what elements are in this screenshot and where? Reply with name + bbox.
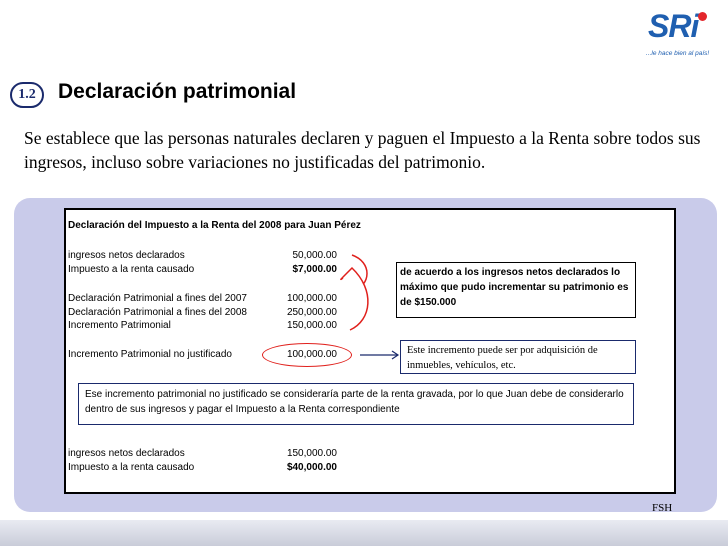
row-label: Declaración Patrimonial a fines del 2008 (68, 307, 247, 318)
row-value: 150,000.00 (286, 320, 337, 331)
declaration-title: Declaración del Impuesto a la Renta del 2008 para Juan Pérez (68, 220, 361, 231)
row-label: Declaración Patrimonial a fines del 2007 (68, 293, 247, 304)
section-number: 1.2 (10, 82, 44, 108)
row-label: Impuesto a la renta causado (68, 264, 195, 275)
max-increase-note: de acuerdo a los ingresos netos declarados lo máximo que pudo incrementar su patrimonio es de $150.000 (396, 262, 636, 318)
conclusion-note: Ese incremento patrimonial no justificado se consideraría parte de la renta gravada, por lo que Juan debe de considerarlo dentro de sus ingresos y pagar el Impuesto a la Renta correspondiente (78, 383, 634, 425)
logo-dot (698, 12, 707, 21)
row-value: 250,000.00 (286, 307, 337, 318)
row-value: 50,000.00 (292, 250, 337, 261)
row-value: 100,000.00 (286, 349, 337, 360)
increment-note: Este incremento puede ser por adquisición de inmuebles, vehículos, etc. (400, 340, 636, 374)
intro-paragraph: Se establece que las personas naturales declaren y paguen el Impuesto a la Renta sobre todos sus ingresos, incluso sobre variaciones no justificadas del patrimonio. (24, 128, 701, 172)
row-value: 150,000.00 (286, 448, 337, 459)
row-label: Incremento Patrimonial no justificado (68, 349, 232, 360)
row-value: $7,000.00 (292, 264, 337, 275)
footer-label: FSH (652, 502, 673, 514)
row-label: Impuesto a la renta causado (68, 462, 195, 473)
logo-brand: SRi (648, 8, 699, 44)
row-value: 100,000.00 (286, 293, 337, 304)
sri-logo (642, 8, 720, 66)
footer-band (0, 520, 728, 546)
highlight-ellipse (262, 343, 352, 367)
row-label: ingresos netos declarados (68, 448, 185, 459)
row-label: ingresos netos declarados (68, 250, 185, 261)
page-title: Declaración patrimonial (58, 80, 297, 103)
row-value: $40,000.00 (286, 462, 337, 473)
row-label: Incremento Patrimonial (68, 320, 171, 331)
logo-tagline: ...le hace bien al país! (646, 50, 710, 57)
